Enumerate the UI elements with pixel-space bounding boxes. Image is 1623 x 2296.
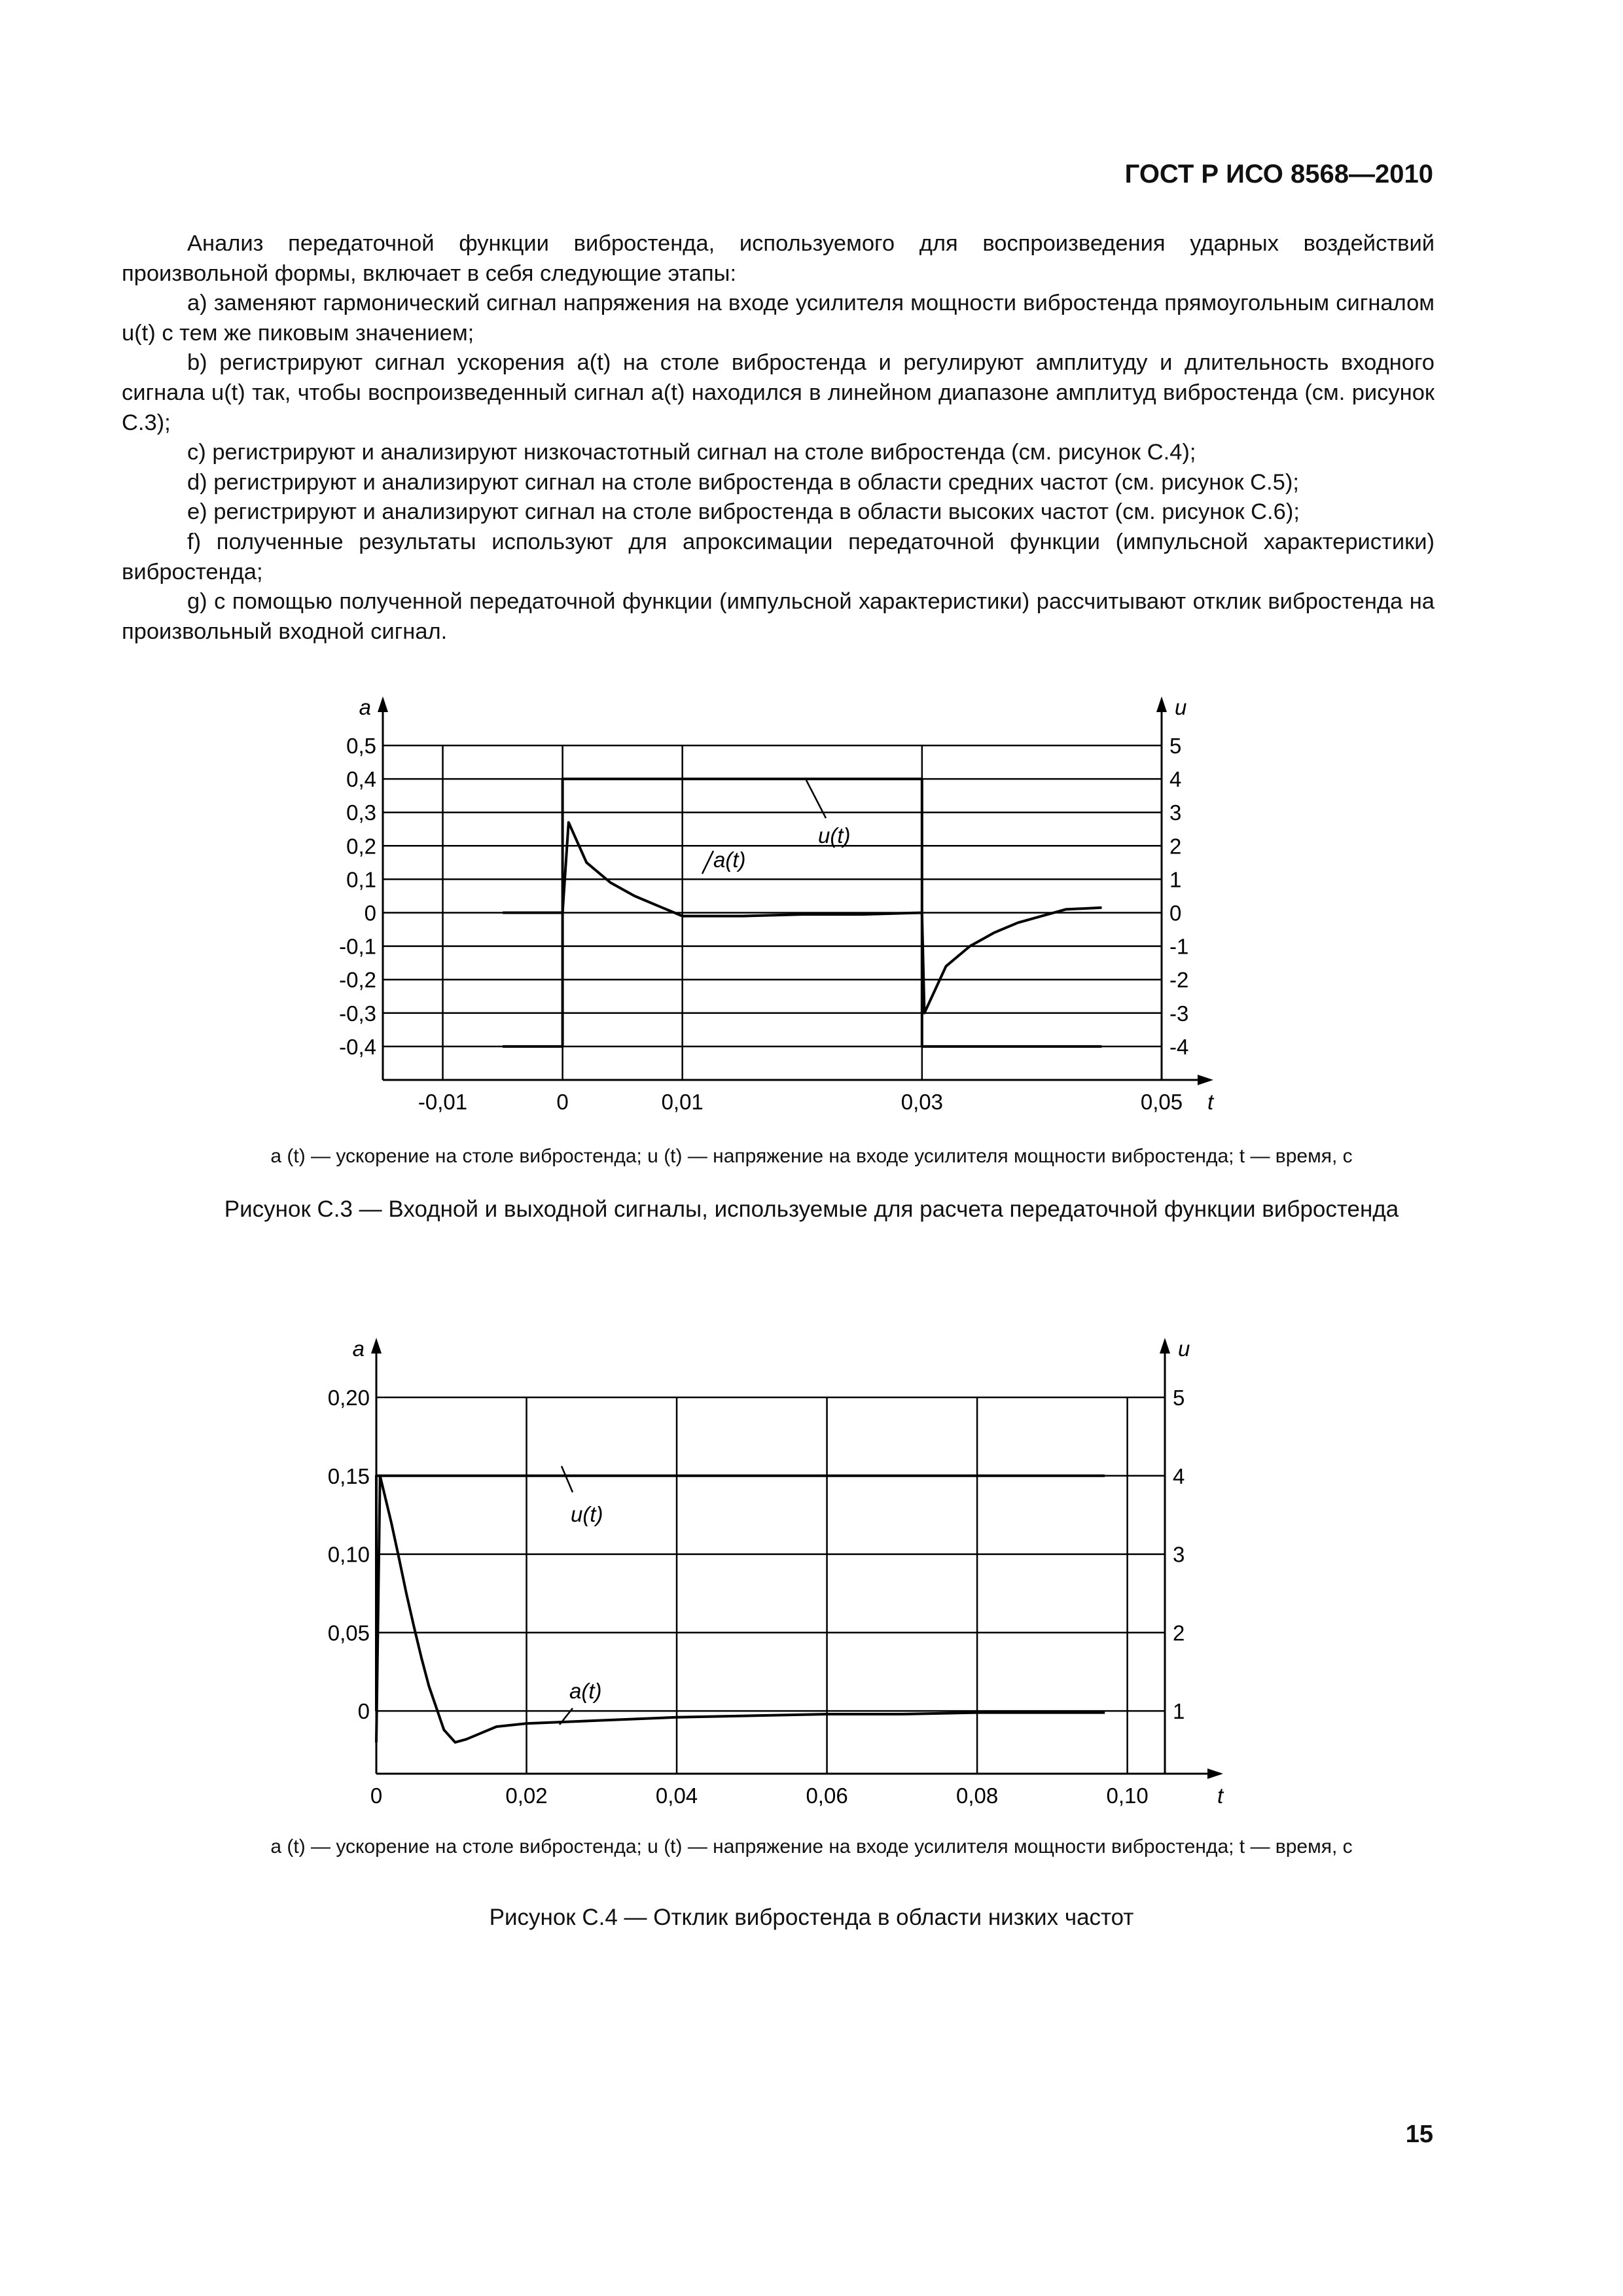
leader-line-a — [702, 851, 713, 874]
y-axis-right-arrow — [1156, 696, 1167, 712]
x-tick-label: 0,04 — [655, 1784, 698, 1808]
x-tick-label: 0,10 — [1106, 1784, 1149, 1808]
y-tick-label-left: 0,15 — [327, 1463, 370, 1488]
series-line-at — [376, 1476, 1105, 1742]
figure-c4-legend: a (t) — ускорение на столе вибростенда; u (t) — напряжение на входе усилителя мощности вибростенда; t — время, с — [270, 1836, 1353, 1857]
y-tick-label-right: 4 — [1169, 767, 1182, 792]
x-tick-label: 0 — [370, 1784, 383, 1808]
y-tick-label-left: 0,1 — [346, 867, 376, 892]
y-tick-label-right: 5 — [1169, 734, 1182, 758]
series-line-at — [503, 823, 1101, 1013]
chart-c3 — [0, 687, 1623, 1145]
y-tick-label-left: 0,2 — [346, 834, 376, 859]
y-tick-label-left: 0,20 — [327, 1386, 370, 1410]
paragraph-c: c) регистрируют и анализируют низкочастотный сигнал на столе вибростенда (см. рисунок С.4); — [187, 440, 1196, 465]
paragraph-intro: Анализ передаточной функции вибростенда, используемого для воспроизведения ударных воздействий произвольной формы, включает в себя следующие этапы: — [122, 231, 1435, 286]
paragraph-e: e) регистрируют и анализируют сигнал на столе вибростенда в области высоких частот (см. рисунок С.6); — [187, 499, 1300, 525]
y-tick-label-right: -1 — [1169, 934, 1189, 959]
y-axis-label-left: a — [359, 695, 371, 719]
series-line-ut — [376, 1476, 1105, 1711]
y-tick-label-right: -4 — [1169, 1034, 1189, 1059]
y-tick-label-left: 0 — [357, 1699, 370, 1724]
leader-line-u — [562, 1466, 573, 1492]
figure-c4-caption: Рисунок С.4 — Отклик вибростенда в области низких частот — [489, 1905, 1134, 1930]
series-label-a: a(t) — [569, 1679, 602, 1703]
y-tick-label-left: -0,4 — [339, 1034, 376, 1059]
x-axis-label: t — [1207, 1090, 1214, 1114]
paragraph-a: a) заменяют гармонический сигнал напряжения на входе усилителя мощности вибростенда прямоугольным сигналом u(t) с тем же пиковым значением; — [122, 291, 1435, 346]
y-tick-label-right: 3 — [1169, 800, 1182, 825]
figure-c3 — [0, 687, 1623, 1224]
x-axis-label: t — [1217, 1784, 1224, 1808]
x-axis-arrow — [1207, 1768, 1223, 1779]
y-axis-right-arrow — [1160, 1338, 1170, 1354]
figure-c3-caption: Рисунок С.3 — Входной и выходной сигналы, используемые для расчета передаточной функции вибростенда — [224, 1196, 1399, 1222]
paragraph-d: d) регистрируют и анализируют сигнал на столе вибростенда в области средних частот (см. рисунок С.5); — [187, 469, 1299, 495]
x-axis-arrow — [1198, 1075, 1213, 1085]
x-tick-label: 0,01 — [661, 1090, 704, 1114]
x-tick-label: 0,06 — [806, 1784, 848, 1808]
y-tick-label-right: 0 — [1169, 901, 1182, 925]
y-tick-label-left: 0,05 — [327, 1621, 370, 1645]
page-number: 15 — [1405, 2121, 1433, 2148]
y-tick-label-left: 0,5 — [346, 734, 376, 758]
figure-c3-legend: a (t) — ускорение на столе вибростенда; u (t) — напряжение на входе усилителя мощности вибростенда; t — время, с — [270, 1145, 1353, 1167]
y-tick-label-left: 0,10 — [327, 1542, 370, 1567]
y-axis-label-right: u — [1175, 695, 1187, 719]
series-label-u: u(t) — [818, 823, 851, 848]
chart-c4 — [0, 1316, 1623, 1813]
x-tick-label: 0 — [556, 1090, 569, 1114]
y-tick-label-left: 0,3 — [346, 800, 376, 825]
y-tick-label-right: 3 — [1173, 1542, 1185, 1567]
y-tick-label-left: -0,2 — [339, 967, 376, 992]
document-header: ГОСТ Р ИСО 8568—2010 — [1124, 160, 1433, 188]
x-tick-label: 0,02 — [505, 1784, 548, 1808]
series-label-u: u(t) — [571, 1502, 603, 1526]
y-tick-label-right: -3 — [1169, 1001, 1189, 1026]
x-tick-label: -0,01 — [418, 1090, 468, 1114]
y-tick-label-right: 2 — [1173, 1621, 1185, 1645]
y-axis-left-arrow — [371, 1338, 382, 1354]
figure-c4 — [0, 1316, 1623, 1944]
y-axis-left-arrow — [378, 696, 388, 712]
x-tick-label: 0,08 — [955, 1784, 999, 1808]
y-tick-label-left: -0,3 — [339, 1001, 376, 1026]
x-tick-label: 0,05 — [1140, 1090, 1183, 1114]
paragraph-g: g) с помощью полученной передаточной функции (импульсной характеристики) рассчитывают отклик вибростенда на произвольный входной сигнал. — [122, 589, 1435, 644]
paragraph-f: f) полученные результаты используют для апроксимации передаточной функции (импульсной характеристики) вибростенда; — [122, 529, 1435, 584]
y-tick-label-right: 1 — [1173, 1699, 1185, 1724]
y-axis-label-right: u — [1178, 1336, 1190, 1361]
y-tick-label-left: -0,1 — [339, 934, 376, 959]
y-tick-label-right: 5 — [1173, 1386, 1185, 1410]
y-tick-label-right: 1 — [1169, 867, 1182, 892]
y-tick-label-right: 2 — [1169, 834, 1182, 859]
series-label-a: a(t) — [713, 848, 746, 872]
x-tick-label: 0,03 — [901, 1090, 943, 1114]
y-tick-label-right: 4 — [1173, 1463, 1185, 1488]
paragraph-b: b) регистрируют сигнал ускорения a(t) на столе вибростенда и регулируют амплитуду и длительность входного сигнала u(t) так, чтобы воспроизведенный сигнал a(t) находился в линейном диапазоне амплитуд вибростенда (см. рисунок С.3); — [122, 350, 1435, 435]
y-tick-label-left: 0 — [364, 901, 376, 925]
y-tick-label-left: 0,4 — [346, 767, 376, 792]
y-axis-label-left: a — [352, 1336, 365, 1361]
y-tick-label-right: -2 — [1169, 967, 1189, 992]
body-text — [122, 229, 1435, 647]
